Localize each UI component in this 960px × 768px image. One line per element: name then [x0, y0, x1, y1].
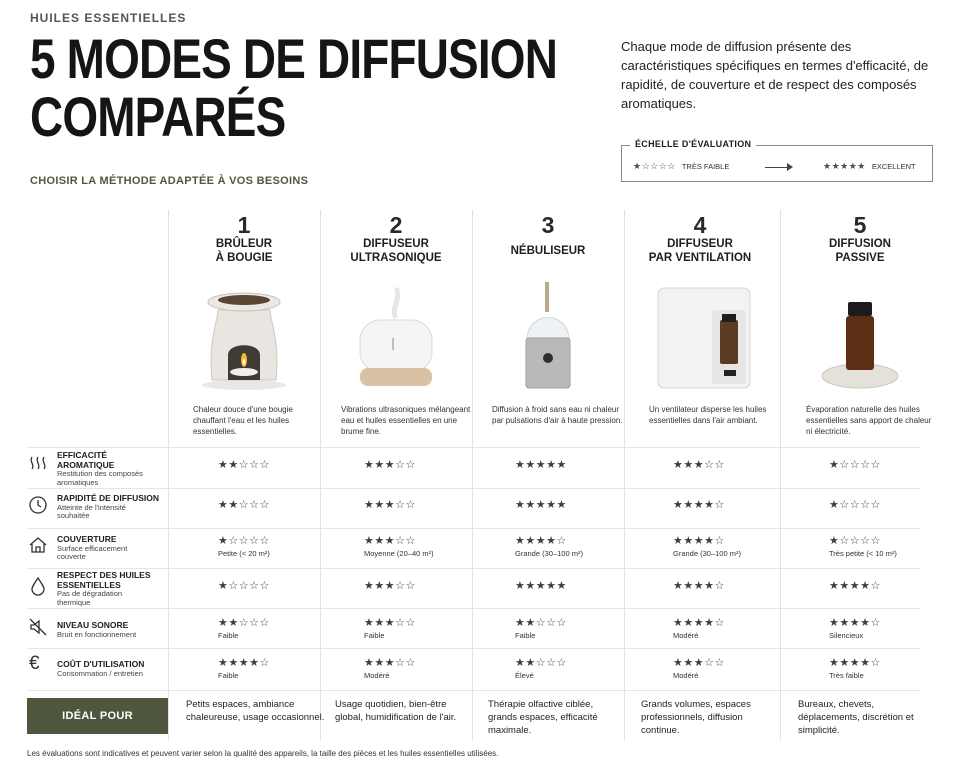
- rating-stars: ★★★☆☆: [364, 535, 416, 547]
- column-title-3: [472, 244, 624, 258]
- column-description-4: Un ventilateur disperse les huiles essentielles dans l'air ambiant.: [649, 405, 767, 425]
- column-description-5: Évaporation naturelle des huiles essentielles sans apport de chaleur ni électricité.: [806, 405, 932, 436]
- column-number-1: 1: [237, 212, 251, 238]
- column-title-line: DIFFUSEUR: [667, 238, 733, 250]
- rating-stars: ★☆☆☆☆: [829, 459, 881, 471]
- clock-icon: [28, 495, 48, 515]
- column-title-line: ULTRASONIQUE: [350, 252, 442, 264]
- criterion-subtitle: Pas de dégradation thermique: [57, 589, 123, 607]
- title-line-1: 5 MODES DE DIFFUSION: [30, 27, 558, 90]
- rating-note: Élevé: [515, 671, 534, 680]
- page-title: [30, 27, 558, 148]
- criterion-label-respect: [57, 571, 151, 607]
- criterion-label-efficacite: [57, 451, 162, 487]
- rating-stars: ★★★★★: [515, 580, 567, 592]
- row-divider: [27, 648, 920, 649]
- rating-cell: [218, 580, 358, 592]
- scale-low-label: TRÈS FAIBLE: [681, 162, 730, 171]
- criterion-title: RESPECT DES HUILES: [57, 570, 151, 580]
- rating-stars: ★★★☆☆: [673, 657, 725, 669]
- row-divider: [27, 690, 920, 691]
- criterion-subtitle: Atteinte de l'intensité souhaitée: [57, 502, 126, 520]
- scale-high: [823, 161, 916, 172]
- criterion-title: ESSENTIELLES: [57, 579, 121, 590]
- rating-stars: ★★★★☆: [673, 580, 725, 592]
- criterion-title: COUVERTURE: [57, 534, 117, 544]
- rating-stars: ★★★★☆: [829, 657, 881, 669]
- row-divider: [27, 447, 920, 448]
- rating-cell: [829, 617, 960, 640]
- rating-cell: [364, 499, 504, 511]
- scale-arrow-head-icon: [787, 163, 793, 171]
- criterion-label-sonore: [57, 621, 136, 639]
- rating-stars: ★★☆☆☆: [218, 617, 270, 629]
- rating-cell: [515, 535, 655, 558]
- rating-cell: [364, 657, 504, 680]
- rating-stars: ★★★★☆: [829, 617, 881, 629]
- column-title-line: À BOUGIE: [215, 252, 273, 264]
- column-title-line: PASSIVE: [835, 252, 885, 264]
- rating-stars: ★★★★★: [515, 459, 567, 471]
- intro-paragraph: Chaque mode de diffusion présente des caractéristiques spécifiques en termes d'efficacité, de rapidité, de couverture et de respect des composés aromatiques.: [621, 39, 929, 111]
- footnote: Les évaluations sont indicatives et peuvent varier selon la qualité des appareils, la taille des pièces et les huiles essentielles utilisées.: [27, 749, 499, 758]
- column-title-line: DIFFUSION: [829, 238, 891, 250]
- drop-icon: [28, 576, 48, 596]
- rating-note: Modéré: [364, 671, 390, 680]
- rating-cell: [515, 580, 655, 592]
- rating-note: Très petite (< 10 m²): [829, 549, 897, 558]
- column-title-5: [784, 237, 936, 265]
- rating-stars: ★★★★★: [515, 499, 567, 511]
- rating-stars: ★★☆☆☆: [515, 617, 567, 629]
- column-description-3: Diffusion à froid sans eau ni chaleur par pulsations d'air à haute pression.: [492, 405, 623, 425]
- speaker-muted-icon: [28, 617, 48, 637]
- rating-stars: ★★★☆☆: [364, 499, 416, 511]
- criterion-label-couverture: [57, 535, 147, 562]
- house-icon: [28, 535, 48, 555]
- rating-cell: [829, 580, 960, 592]
- fan-diffuser-illustration: [624, 280, 776, 395]
- criterion-title: COÛT D'UTILISATION: [57, 659, 145, 669]
- rating-note: Grande (30–100 m²): [515, 549, 583, 558]
- rating-cell: [829, 459, 960, 471]
- column-title-1: [168, 237, 320, 265]
- rating-stars: ★☆☆☆☆: [829, 499, 881, 511]
- criterion-title: EFFICACITÉ: [57, 450, 108, 460]
- ideal-for-4: Grands volumes, espaces professionnels, diffusion continue.: [641, 699, 751, 736]
- rating-note: Faible: [364, 631, 385, 640]
- rating-note: Modéré: [673, 671, 699, 680]
- row-divider: [27, 488, 920, 489]
- scale-low-stars: ★☆☆☆☆: [633, 161, 676, 171]
- rating-cell: [673, 459, 813, 471]
- rating-stars: ★★★☆☆: [364, 657, 416, 669]
- rating-stars: ★★★☆☆: [364, 459, 416, 471]
- rating-cell: [673, 657, 813, 680]
- rating-note: Modéré: [673, 631, 699, 640]
- criterion-subtitle: Surface efficacement couverte: [57, 543, 128, 561]
- rating-scale-title: ÉCHELLE D'ÉVALUATION: [630, 139, 756, 149]
- rating-cell: [218, 499, 358, 511]
- column-description-2: Vibrations ultrasoniques mélangeant eau et huiles essentielles en une brume fine.: [341, 405, 471, 436]
- rating-cell: [829, 657, 960, 680]
- rating-cell: [515, 657, 655, 680]
- rating-cell: [218, 657, 358, 680]
- rating-note: Petite (< 20 m²): [218, 549, 270, 558]
- ideal-for-2: Usage quotidien, bien-être global, humidification de l'air.: [335, 699, 457, 723]
- rating-cell: [673, 535, 813, 558]
- row-divider: [27, 568, 920, 569]
- rating-note: Silencieux: [829, 631, 864, 640]
- rating-stars: ★★★★☆: [515, 535, 567, 547]
- column-number-5: 5: [853, 212, 867, 238]
- rating-stars: ★☆☆☆☆: [218, 535, 270, 547]
- rating-cell: [364, 580, 504, 592]
- rating-stars: ★★★☆☆: [364, 617, 416, 629]
- column-title-2: [320, 237, 472, 265]
- criterion-subtitle: Consommation / entretien: [57, 668, 143, 678]
- rating-stars: ★★★★☆: [673, 617, 725, 629]
- rating-note: Faible: [515, 631, 536, 640]
- column-title-line: NÉBULISEUR: [510, 245, 586, 257]
- column-description-1: Chaleur douce d'une bougie chauffant l'eau et les huiles essentielles.: [193, 405, 293, 436]
- rating-stars: ★★★★☆: [673, 535, 725, 547]
- rating-cell: [515, 499, 655, 511]
- column-number-2: 2: [389, 212, 403, 238]
- rating-cell: [673, 499, 813, 511]
- rating-stars: ★★★★☆: [829, 580, 881, 592]
- scale-high-stars: ★★★★★: [823, 161, 866, 171]
- row-divider: [27, 528, 920, 529]
- criterion-subtitle: Restitution des composés aromatiques: [57, 469, 143, 487]
- criterion-title: AROMATIQUE: [57, 459, 115, 470]
- criterion-title: NIVEAU SONORE: [57, 620, 129, 630]
- candle-burner-illustration: [168, 280, 320, 395]
- page-subtitle: CHOISIR LA MÉTHODE ADAPTÉE À VOS BESOINS: [30, 175, 309, 187]
- rating-stars: ★☆☆☆☆: [829, 535, 881, 547]
- ideal-for-5: Bureaux, chevets, déplacements, discrétion et simplicité.: [798, 699, 914, 736]
- rating-note: Très faible: [829, 671, 864, 680]
- rating-cell: [515, 459, 655, 471]
- eyebrow-label: HUILES ESSENTIELLES: [30, 11, 187, 25]
- ultrasonic-diffuser-illustration: [320, 280, 472, 395]
- rating-stars: ★☆☆☆☆: [218, 580, 270, 592]
- column-number-4: 4: [693, 212, 707, 238]
- rating-cell: [364, 617, 504, 640]
- rating-stars: ★★☆☆☆: [218, 459, 270, 471]
- criterion-title: RAPIDITÉ DE DIFFUSION: [57, 493, 160, 503]
- title-line-2: COMPARÉS: [30, 85, 286, 148]
- ideal-for-label: IDÉAL POUR: [27, 698, 168, 734]
- rating-cell: [515, 617, 655, 640]
- criterion-label-cout: [57, 660, 144, 678]
- criterion-label-rapidite: [57, 494, 159, 521]
- column-number-3: 3: [541, 212, 555, 238]
- rating-stars: ★★★★☆: [218, 657, 270, 669]
- rating-note: Grande (30–100 m²): [673, 549, 741, 558]
- ideal-for-1: Petits espaces, ambiance chaleureuse, usage occasionnel.: [186, 699, 325, 723]
- ideal-for-3: Thérapie olfactive ciblée, grands espaces, efficacité maximale.: [488, 699, 598, 736]
- passive-diffusion-illustration: [784, 280, 936, 395]
- rating-cell: [218, 535, 358, 558]
- rating-stars: ★★★☆☆: [673, 459, 725, 471]
- rating-note: Faible: [218, 671, 239, 680]
- rating-note: Faible: [218, 631, 239, 640]
- nebulizer-illustration: [472, 280, 624, 395]
- rating-cell: [364, 459, 504, 471]
- column-title-line: DIFFUSEUR: [363, 238, 429, 250]
- criterion-subtitle: Bruit en fonctionnement: [57, 629, 137, 639]
- column-title-line: PAR VENTILATION: [648, 252, 752, 264]
- column-title-line: BRÛLEUR: [215, 238, 273, 250]
- row-divider: [27, 608, 920, 609]
- rating-note: Moyenne (20–40 m²): [364, 549, 434, 558]
- waves-icon: [28, 453, 48, 473]
- euro-icon: €: [29, 653, 40, 674]
- rating-stars: ★★★★☆: [673, 499, 725, 511]
- rating-stars: ★★☆☆☆: [515, 657, 567, 669]
- rating-cell: [829, 535, 960, 558]
- rating-cell: [829, 499, 960, 511]
- rating-cell: [218, 617, 358, 640]
- scale-high-label: EXCELLENT: [871, 162, 916, 171]
- rating-cell: [364, 535, 504, 558]
- rating-stars: ★★☆☆☆: [218, 499, 270, 511]
- rating-cell: [673, 617, 813, 640]
- rating-cell: [673, 580, 813, 592]
- column-title-4: [624, 237, 776, 265]
- rating-stars: ★★★☆☆: [364, 580, 416, 592]
- rating-cell: [218, 459, 358, 471]
- scale-low: [633, 161, 729, 172]
